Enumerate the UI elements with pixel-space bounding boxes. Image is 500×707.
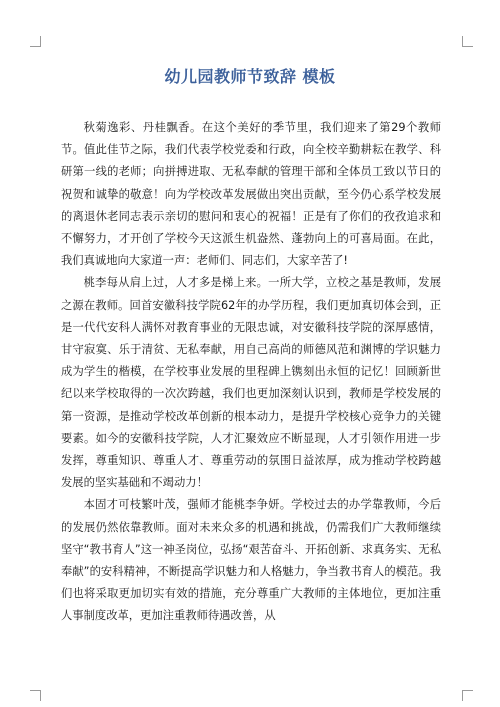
crop-mark-bottom-right — [462, 690, 473, 701]
paragraph: 本固才可枝繁叶茂，强师才能桃李争妍。学校过去的办学靠教师，今后的发展仍然依靠教师。面对未来众多的机遇和挑战，仍需我们广大教师继续坚守“教书育人”这一神圣岗位，弘扬“艰苦奋斗、开拓创新、求真务实、无私奉献”的安科精神，不断提高学识魅力和人格魅力，争当教书育人的模范。我们也将采取更加切实有效的措施，充分尊重广大教师的主体地位，更加注重人事制度改革，更加注重教师待遇改善，从 — [61, 498, 441, 623]
paragraph: 秋菊逸彩、丹桂飘香。在这个美好的季节里，我们迎来了第29个教师节。值此佳节之际，我们代表学校党委和行政，向全校辛勤耕耘在教学、科研第一线的老师；向拼搏进取、无私奉献的管理干部和全体员工致以节日的祝贺和诚挚的敬意！向为学校改革发展做出突出贡献，至今仍心系学校发展的离退休老同志表示亲切的慰问和衷心的祝福！正是有了你们的孜孜追求和不懈努力，才开创了学校今天这派生机盎然、蓬勃向上的可喜局面。在此，我们真诚地向大家道一声：老师们、同志们，大家辛苦了! — [61, 121, 441, 268]
crop-mark-bottom-left — [30, 690, 41, 701]
document-title: 幼儿园教师节致辞 模板 — [164, 67, 336, 86]
crop-mark-top-left — [30, 36, 41, 47]
crop-mark-top-right — [462, 36, 473, 47]
document-body — [61, 117, 441, 628]
paragraph: 桃李每从肩上过，人才多是梯上来。一所大学，立校之基是教师，发展之源在教师。回首安徽科技学院62年的办学历程，我们更加真切体会到，正是一代代安科人满怀对教育事业的无限忠诚，对安徽科技学院的深厚感情，甘守寂寞、乐于清贫、无私奉献，用自己高尚的师德风范和渊博的学识魅力成为学生的楷模，在学校事业发展的里程碑上镌刻出永恒的记忆！回顾新世纪以来学校取得的一次次跨越，我们也更加深刻认识到，教师是学校发展的第一资源，是推动学校改革创新的根本动力，是提升学校核心竞争力的关键要素。如今的安徽科技学院，人才汇聚效应不断显现，人才引领作用进一步发挥，尊重知识、尊重人才、尊重劳动的氛围日益浓厚，成为推动学校跨越发展的坚实基础和不竭动力！ — [61, 276, 441, 490]
